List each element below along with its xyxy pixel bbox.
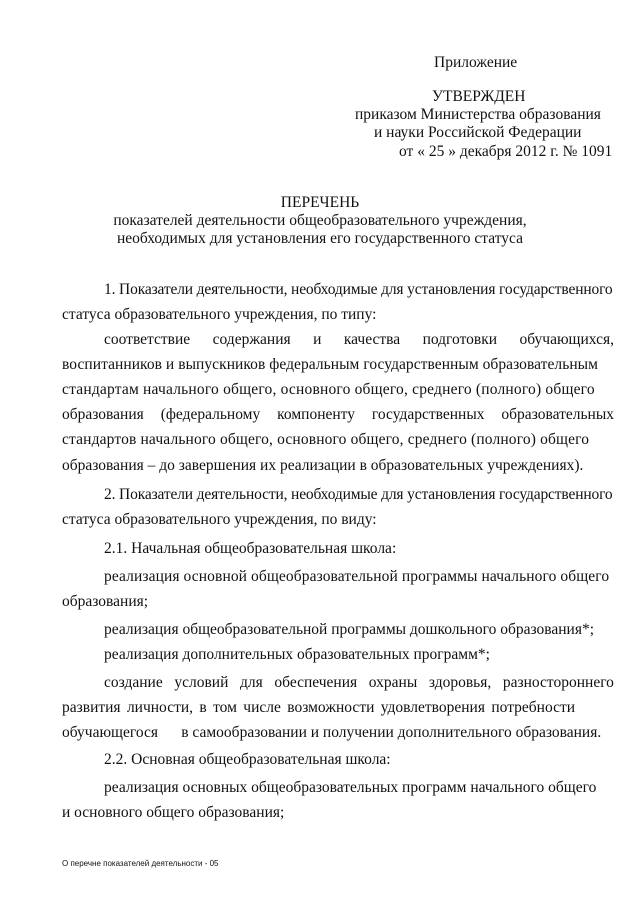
word: условий [174,674,229,691]
p3-line-1: 2. Показатели деятельности, необходимые для установления государственного [104,486,613,503]
order-date: от « 25 » декабря 2012 г. № 1091 [399,143,613,160]
p3-line-2: статуса образовательного учреждения, по виду: [62,511,377,528]
word: обеспечения [274,674,358,691]
word: (федеральному [160,406,261,423]
order-line-2: и науки Российской Федерации [374,124,582,141]
p2-line-2: воспитанников и выпускников федеральным государственным образовательным [62,356,598,373]
p8-line-3: обучающегося в самообразовании и получении дополнительного образования. [62,724,602,741]
word: здоровья, [428,674,492,691]
word: и [313,331,322,348]
word: качества [343,331,401,348]
p5-line-2: образования; [62,593,149,610]
word: образовательных [501,406,614,423]
word: создание [104,674,163,691]
section-2-2-heading: 2.2. Основная общеобразовательная школа: [104,751,391,768]
word: соответствие [104,331,191,348]
p2-line-5: стандартов начального общего, основного общего, среднего (полного) общего [62,431,590,448]
word: для [240,674,263,691]
p7-line: реализация дополнительных образовательных программ*; [104,646,490,663]
order-line-1: приказом Министерства образования [355,106,601,123]
word: разностороннего [502,674,614,691]
appendix-label: Приложение [434,54,518,71]
p2-line-1 [104,331,614,349]
document-subtitle-2: необходимых для установления его государственного статуса [116,230,523,247]
section-2-1-heading: 2.1. Начальная общеобразовательная школа: [104,540,397,557]
word: компоненту [277,406,355,423]
approved-label: УТВЕРЖДЕН [432,88,526,105]
p2-line-3: стандартам начального общего, основного общего, среднего (полного) общего [62,381,595,398]
word: подготовки [422,331,498,348]
word: образования [62,406,144,423]
p1-line-1: 1. Показатели деятельности, необходимые для установления государственного [104,281,613,298]
word: содержания [212,331,291,348]
word: охраны [368,674,418,691]
p10-line-2: и основного общего образования; [62,804,285,821]
p8-line-2: развития личности, в том числе возможности удовлетворения потребности [62,699,576,716]
p10-line-1: реализация основных общеобразовательных программ начального общего [104,779,597,796]
word: обучающихся, [519,331,614,348]
p2-line-4 [62,406,614,424]
p8-line-1 [104,674,614,692]
p5-line-1: реализация основной общеобразовательной программы начального общего [104,568,610,585]
document-title: ПЕРЕЧЕНЬ [280,194,360,211]
word: государственных [371,406,485,423]
p2-line-6: образования – до завершения их реализации в образовательных учреждениях). [62,457,584,474]
page-footer: О перечне показателей деятельности - 05 [62,859,219,868]
document-subtitle-1: показателей деятельности общеобразовательного учреждения, [113,212,527,229]
p6-line: реализация общеобразовательной программы дошкольного образования*; [104,621,595,638]
p1-line-2: статуса образовательного учреждения, по типу: [62,306,377,323]
